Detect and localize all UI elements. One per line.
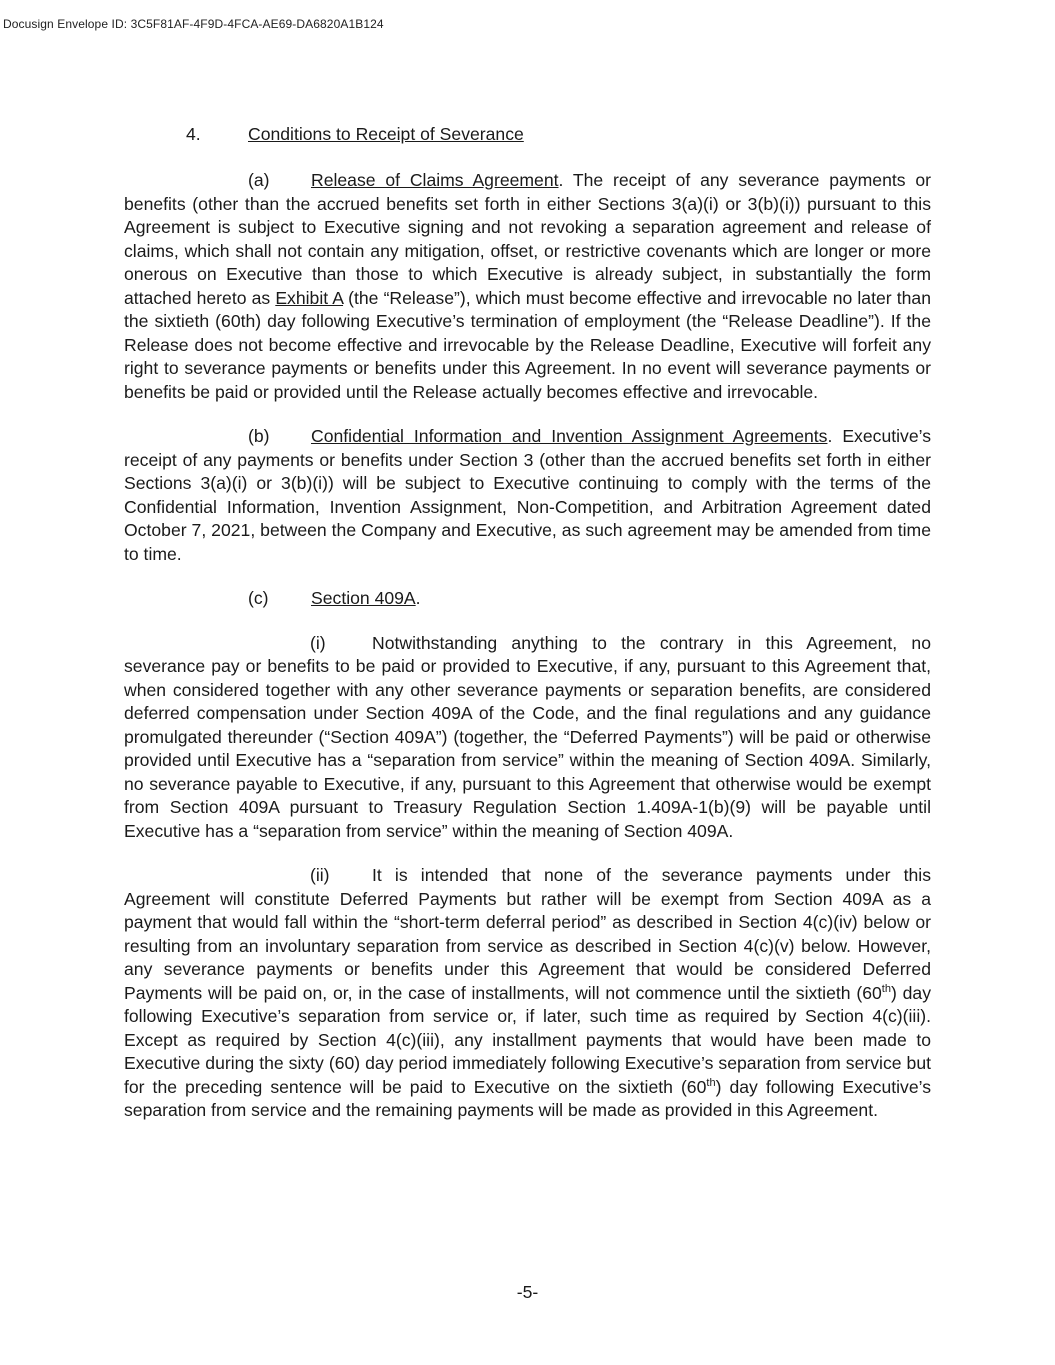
page-number: -5- [516, 1282, 539, 1302]
section-title: Conditions to Receipt of Severance [248, 124, 524, 144]
paragraph-b [124, 425, 931, 566]
paragraph-b-label: (b) [248, 426, 270, 446]
paragraph-c-ii-text-3: ) day following Executive’s separation from service and the remaining payments will be made as provided in this Agreement. [124, 1076, 931, 1120]
paragraph-c-ii [124, 864, 931, 1123]
paragraph-c [124, 587, 931, 611]
superscript-th-2: th [706, 1076, 716, 1089]
paragraph-c-ii-label: (ii) [310, 865, 330, 885]
paragraph-a [124, 169, 931, 404]
paragraph-a-text-2: (the “Release”), which must become effective and irrevocable no later than the sixtieth (60th) day following Executive’s termination of employment (the “Release Deadline”). If the Release does not become effective and irrevocable by the Release Deadline, Executive will forfeit any right to severance payments or benefits under this Agreement. In no event will severance payments or benefits be paid or provided until the Release actually becomes effective and irrevocable. [124, 287, 931, 402]
paragraph-c-label: (c) [248, 588, 269, 608]
document-body [124, 123, 931, 1123]
paragraph-c-i-text: Notwithstanding anything to the contrary in this Agreement, no severance pay or benefits to be paid or provided to Executive, if any, pursuant to this Agreement that, when considered together with any other severance payments or separation benefits, are considered deferred compensation under Section 409A of the Code, and the final regulations and any guidance promulgated thereunder (“Section 409A”) (together, the “Deferred Payments”) will be paid or otherwise provided until Executive has a “separation from service” within the meaning of Section 409A. Similarly, no severance payable to Executive, if any, pursuant to this Agreement that otherwise would be exempt from Section 409A pursuant to Treasury Regulation Section 1.409A-1(b)(9) will be payable until Executive has a “separation from service” within the meaning of Section 409A. [124, 632, 931, 841]
paragraph-c-ii-text-1: It is intended that none of the severance payments under this Agreement will constitute Deferred Payments but rather will be exempt from Section 409A as a payment that would fall within the “short-term deferral period” as described in Section 4(c)(iv) below or resulting from an involuntary separation from service as described in Section 4(c)(v) below. However, any severance payments or benefits under this Agreement that would be considered Deferred Payments will be paid on, or, in the case of installments, will not commence until the sixtieth (60 [124, 865, 931, 1003]
paragraph-c-i [124, 632, 931, 844]
paragraph-b-text: . Executive’s receipt of any payments or benefits under Section 3 (other than the accrued benefits set forth in either Sections 3(a)(i) or 3(b)(i)) will be subject to Executive continuing to comply with the terms of the Confidential Information, Invention Assignment, Non-Competition, and Arbitration Agreement dated October 7, 2021, between the Company and Executive, as such agreement may be amended from time to time. [124, 426, 931, 564]
envelope-id: Docusign Envelope ID: 3C5F81AF-4F9D-4FCA-AE69-DA6820A1B124 [3, 17, 384, 31]
paragraph-c-i-label: (i) [310, 632, 326, 653]
paragraph-c-title: Section 409A [311, 588, 416, 608]
section-heading [124, 123, 931, 147]
paragraph-b-title: Confidential Information and Invention Assignment Agreements [311, 426, 828, 446]
paragraph-a-text-1: . The receipt of any severance payments or benefits (other than the accrued benefits set forth in either Sections 3(a)(i) or 3(b)(i)) pursuant to this Agreement is subject to Executive signing and not revoking a separation agreement and release of claims, which shall not contain any mitigation, offset, or restrictive covenants which are longer or more onerous on Executive than those to which Executive is already subject, in substantially the form attached hereto as [124, 170, 931, 308]
exhibit-a-reference: Exhibit A [275, 287, 344, 308]
paragraph-c-title-end: . [415, 588, 421, 608]
paragraph-c-ii-text-2: ) day following Executive’s separation from service or, if later, such time as required by Section 4(c)(iii). Except as required by Section 4(c)(iii), any installment payments that would have been made to Executive during the sixty (60) day period immediately following Executive’s separation from service but for the preceding sentence will be paid to Executive on the sixtieth (60 [124, 982, 931, 1097]
section-number: 4. [186, 124, 201, 144]
paragraph-a-label: (a) [248, 170, 270, 190]
superscript-th-1: th [881, 982, 891, 995]
paragraph-a-title: Release of Claims Agreement [311, 170, 559, 190]
